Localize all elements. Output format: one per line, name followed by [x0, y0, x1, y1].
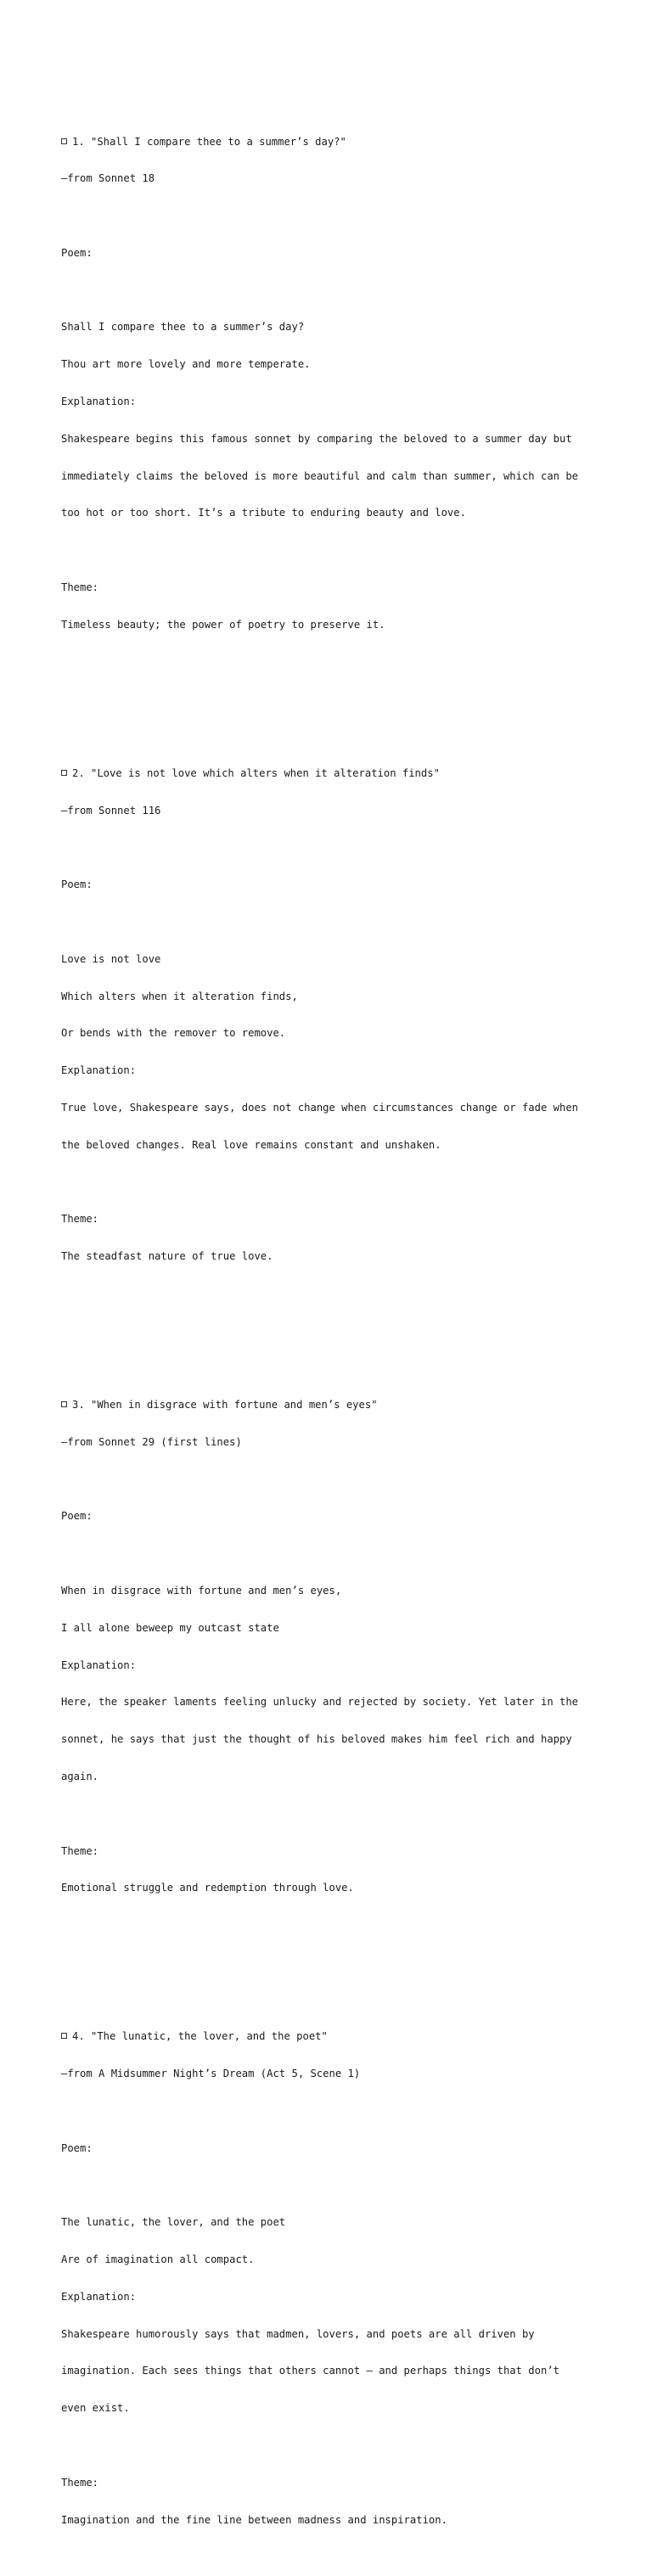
explanation-line: True love, Shakespeare says, does not change when circumstances change or fade when [61, 1101, 579, 1114]
poem-label: Poem: [61, 246, 93, 259]
theme-text: Imagination and the fine line between madness and inspiration. [61, 2513, 447, 2526]
section-4 [61, 2006, 604, 2551]
explanation-label: Explanation: [61, 1064, 137, 1077]
checkbox-bullet-icon [61, 138, 67, 144]
theme-text: Timeless beauty; the power of poetry to preserve it. [61, 618, 385, 631]
section-heading: 1. "Shall I compare thee to a summer’s day?" [61, 136, 604, 149]
section-heading: 4. "The lunatic, the lover, and the poet" [61, 2030, 604, 2043]
section-heading: 2. "Love is not love which alters when it alteration finds" [61, 767, 604, 780]
checkbox-bullet-icon [61, 1401, 67, 1407]
explanation-line: again. [61, 1770, 99, 1782]
explanation-line: Shakespeare begins this famous sonnet by comparing the beloved to a summer day but [61, 432, 572, 445]
explanation-line: imagination. Each sees things that others cannot — and perhaps things that don’t [61, 2365, 559, 2377]
poem-line: I all alone beweep my outcast state [61, 1621, 279, 1634]
explanation-line: even exist. [61, 2402, 130, 2415]
explanation-label: Explanation: [61, 1658, 137, 1671]
explanation-line: the beloved changes. Real love remains constant and unshaken. [61, 1138, 441, 1151]
poem-line: Shall I compare thee to a summer’s day? [61, 321, 305, 334]
section-3 [61, 1374, 604, 1956]
poem-line: Love is not love [61, 952, 161, 965]
explanation-line: immediately claims the beloved is more beautiful and calm than summer, which can be [61, 469, 579, 482]
explanation-line: too hot or too short. It’s a tribute to enduring beauty and love. [61, 507, 466, 519]
poem-label: Poem: [61, 1510, 93, 1523]
theme-label: Theme: [61, 581, 99, 593]
document-page [61, 61, 604, 2576]
poem-line: Thou art more lovely and more temperate. [61, 358, 311, 371]
explanation-line: sonnet, he says that just the thought of his beloved makes him feel rich and happy [61, 1733, 572, 1746]
poem-line: When in disgrace with fortune and men’s eyes, [61, 1585, 342, 1597]
poem-line: Which alters when it alteration finds, [61, 990, 298, 1002]
explanation-line: Here, the speaker laments feeling unlucky and rejected by society. Yet later in the [61, 1696, 579, 1709]
poem-line: Are of imagination all compact. [61, 2253, 255, 2266]
theme-text: The steadfast nature of true love. [61, 1250, 273, 1262]
section-1 [61, 110, 604, 693]
explanation-line: Shakespeare humorously says that madmen, lovers, and poets are all driven by [61, 2327, 535, 2340]
theme-label: Theme: [61, 1213, 99, 1226]
theme-label: Theme: [61, 2476, 99, 2489]
explanation-label: Explanation: [61, 2290, 137, 2303]
section-2 [61, 743, 604, 1325]
explanation-label: Explanation: [61, 396, 137, 408]
theme-label: Theme: [61, 1844, 99, 1857]
theme-text: Emotional struggle and redemption through love. [61, 1882, 354, 1894]
poem-line: Or bends with the remover to remove. [61, 1027, 286, 1040]
checkbox-bullet-icon [61, 2033, 67, 2039]
section-heading: 3. "When in disgrace with fortune and men’s eyes" [61, 1399, 604, 1411]
checkbox-bullet-icon [61, 770, 67, 776]
section-source: —from Sonnet 29 (first lines) [61, 1435, 242, 1448]
poem-line: The lunatic, the lover, and the poet [61, 2216, 286, 2229]
poem-label: Poem: [61, 878, 93, 891]
poem-label: Poem: [61, 2141, 93, 2154]
section-source: —from A Midsummer Night’s Dream (Act 5, Scene 1) [61, 2068, 361, 2080]
section-source: —from Sonnet 116 [61, 804, 161, 817]
section-source: —from Sonnet 18 [61, 172, 155, 185]
